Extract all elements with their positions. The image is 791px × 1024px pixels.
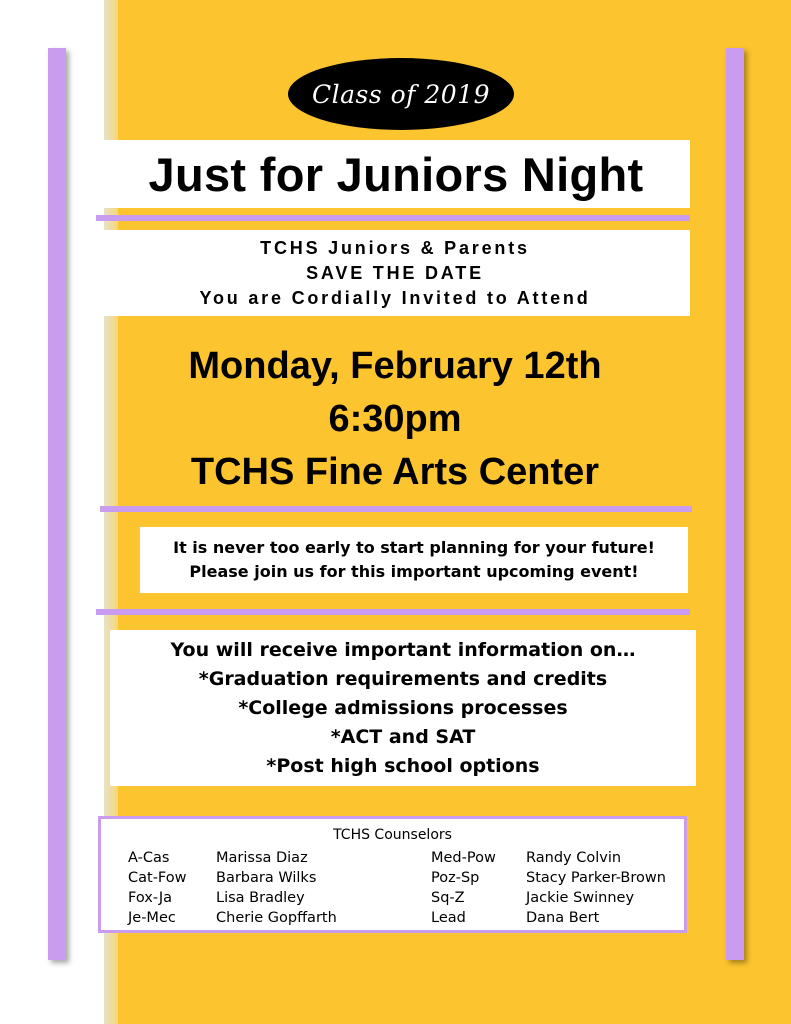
- info-item: *Graduation requirements and credits: [198, 667, 608, 690]
- page-title: Just for Juniors Night: [148, 147, 644, 201]
- left-decorative-bar: [48, 48, 66, 960]
- counselor-name: Stacy Parker-Brown: [526, 870, 666, 886]
- title-panel: [102, 140, 690, 208]
- invite-line-audience: TCHS Juniors & Parents: [260, 237, 530, 258]
- counselor-range: Med-Pow: [431, 850, 496, 866]
- counselor-range: Poz-Sp: [431, 870, 480, 886]
- counselor-range: Lead: [431, 910, 466, 926]
- counselor-name: Randy Colvin: [526, 850, 622, 866]
- invite-line-save-date: SAVE THE DATE: [306, 262, 484, 283]
- counselor-range: A-Cas: [128, 850, 170, 866]
- event-location: TCHS Fine Arts Center: [190, 451, 600, 493]
- invite-panel: [100, 230, 690, 316]
- info-panel: [110, 630, 696, 786]
- counselor-name: Marissa Diaz: [216, 850, 308, 866]
- right-decorative-bar: [726, 48, 744, 960]
- counselors-panel: [98, 816, 687, 933]
- counselor-range: Je-Mec: [128, 910, 176, 926]
- divider-line: [100, 506, 692, 512]
- event-time: 6:30pm: [328, 398, 462, 440]
- event-details: [100, 340, 690, 499]
- counselor-name: Lisa Bradley: [216, 890, 305, 906]
- counselor-range: Cat-Fow: [128, 870, 187, 886]
- info-item: *ACT and SAT: [330, 725, 476, 748]
- counselor-name: Jackie Swinney: [526, 890, 635, 906]
- counselor-name: Cherie Gopffarth: [216, 910, 337, 926]
- info-item: *College admissions processes: [238, 696, 568, 719]
- counselor-name: Barbara Wilks: [216, 870, 317, 886]
- planning-line: Please join us for this important upcoming event!: [189, 562, 639, 581]
- class-badge: [288, 58, 514, 130]
- invite-line-cordial: You are Cordially Invited to Attend: [199, 287, 591, 308]
- planning-line: It is never too early to start planning for your future!: [173, 538, 655, 557]
- info-item: *Post high school options: [266, 754, 540, 777]
- counselor-range: Sq-Z: [431, 890, 465, 906]
- counselor-name: Dana Bert: [526, 910, 600, 926]
- divider-line: [96, 215, 690, 221]
- planning-panel: [140, 527, 688, 593]
- info-intro: You will receive important information on…: [170, 638, 636, 661]
- event-date: Monday, February 12th: [188, 345, 602, 387]
- class-badge-text: Class of 2019: [311, 79, 490, 109]
- divider-line: [96, 609, 690, 615]
- counselors-heading: TCHS Counselors: [333, 827, 452, 843]
- counselor-range: Fox-Ja: [128, 890, 173, 906]
